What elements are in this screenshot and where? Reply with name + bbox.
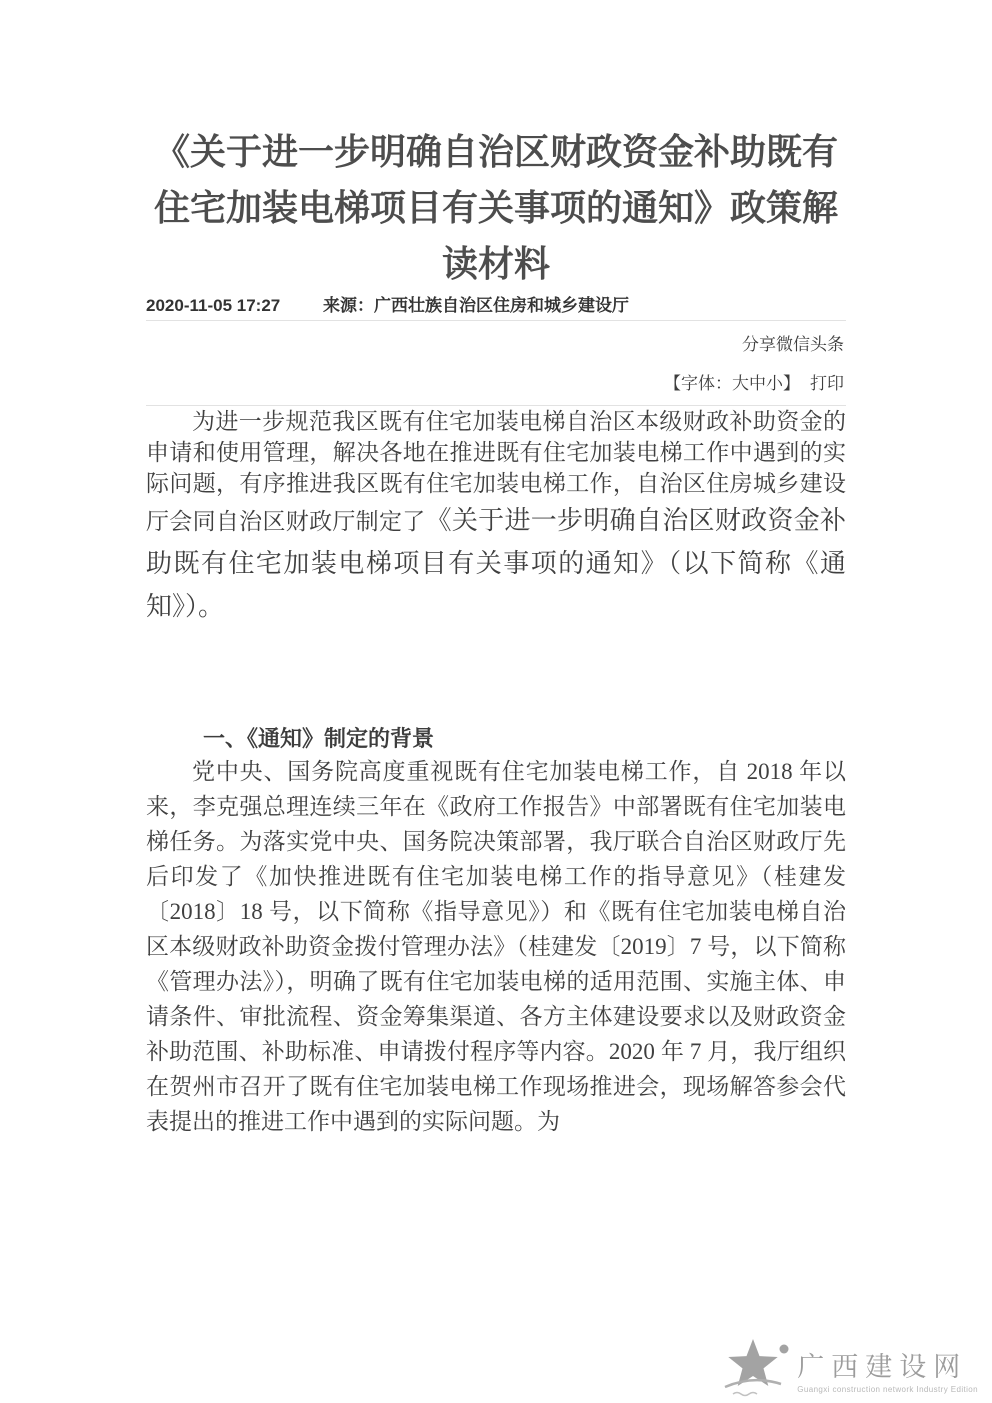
source-name: 广西壮族自治区住房和城乡建设厅 <box>373 296 629 315</box>
paragraph-intro-quoted-title: 《关于进一步明确自治区财政资金补助既有住宅加装电梯项目有关事项的通知》（以下简称《通知》）。 <box>146 506 846 621</box>
article-toolbar <box>146 321 846 406</box>
article-page <box>146 0 846 1139</box>
share-row <box>146 334 844 356</box>
font-size-row <box>146 373 844 395</box>
font-size-label-suffix: 】 <box>783 374 800 393</box>
share-wechat-toutiao-link[interactable]: 分享微信头条 <box>742 335 844 354</box>
font-size-medium-link[interactable]: 中 <box>749 374 766 393</box>
star-logo-icon <box>719 1337 793 1399</box>
article-body <box>146 406 846 1139</box>
paragraph-intro-lead: 为进一步规范我区既有住宅加装电梯自治区本级财政补助资金的申请和使用管理，解决各地在推进既有住宅加装电梯工作中遇到的实际问题，有序推进我区既有住宅加装电梯工作，自治区住房城乡建设厅会同自治区财政厅制定了 <box>146 409 846 534</box>
font-size-large-link[interactable]: 大 <box>732 374 749 393</box>
source <box>323 296 629 315</box>
logo-text <box>797 1342 978 1394</box>
paragraph-intro <box>146 406 846 628</box>
source-label: 来源： <box>322 296 374 315</box>
print-link[interactable]: 打印 <box>810 374 844 393</box>
font-size-small-link[interactable]: 小 <box>766 374 783 393</box>
meta-row <box>146 296 846 321</box>
logo-site-name: 广西建设网 <box>797 1352 968 1382</box>
page-title: 《关于进一步明确自治区财政资金补助既有住宅加装电梯项目有关事项的通知》政策解读材料 <box>153 131 838 284</box>
publish-datetime: 2020-11-05 17:27 <box>146 296 281 315</box>
logo-subtitle: Guangxi construction network Industry Edition <box>797 1385 978 1394</box>
font-size-label-prefix: 【字体： <box>664 374 732 393</box>
paragraph-background: 党中央、国务院高度重视既有住宅加装电梯工作，自 2018 年以来，李克强总理连续三年在《政府工作报告》中部署既有住宅加装电梯任务。为落实党中央、国务院决策部署，我厅联合自治区财政厅先后印发了《加快推进既有住宅加装电梯工作的指导意见》（桂建发〔2018〕18 号，以下简称《指导意见》）和《既有住宅加装电梯自治区本级财政补助资金拨付管理办法》（桂建发〔2019〕7 号，以下简称《管理办法》），明确了既有住宅加装电梯的适用范围、实施主体、申请条件、审批流程、资金筹集渠道、各方主体建设要求以及财政资金补助范围、补助标准、申请拨付程序等内容。2020 年 7 月，我厅组织在贺州市召开了既有住宅加装电梯工作现场推进会，现场解答参会代表提出的推进工作中遇到的实际问题。为 <box>146 759 846 1134</box>
site-watermark <box>719 1337 978 1399</box>
section-heading-background: 一、《通知》制定的背景 <box>203 726 435 751</box>
